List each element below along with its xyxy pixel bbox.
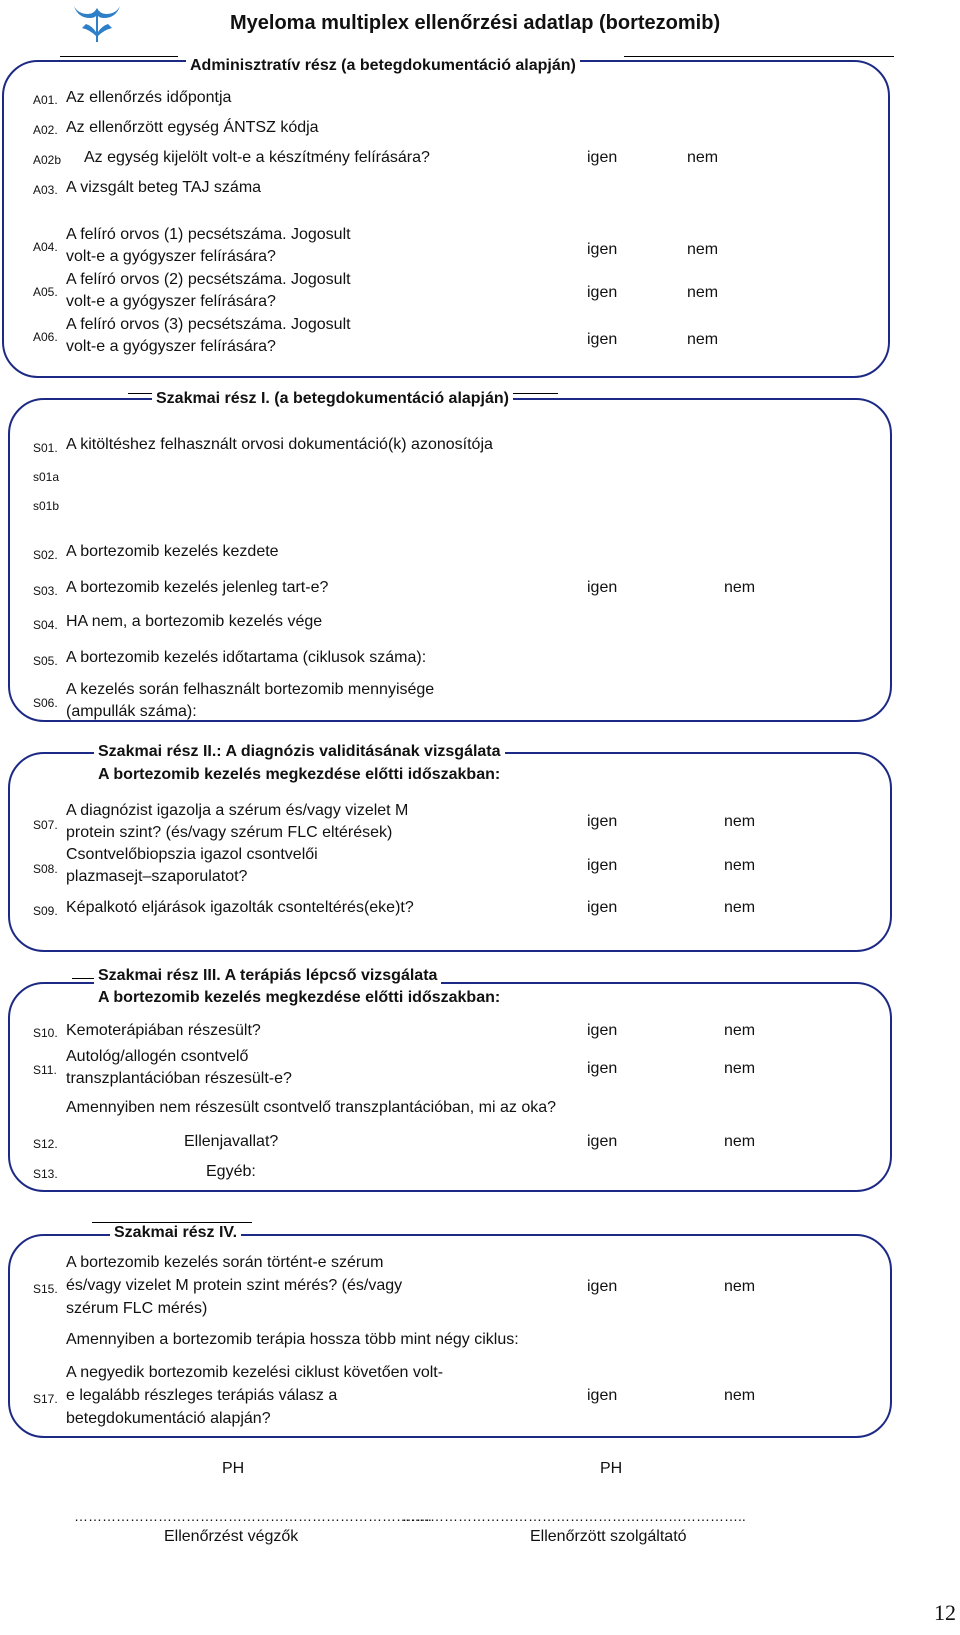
row-code: S04. (33, 618, 58, 632)
row-label: A bortezomib kezelés során történt-e szérum (66, 1254, 384, 1271)
row-label: betegdokumentáció alapján? (66, 1410, 271, 1427)
row-code: s01a (33, 470, 60, 484)
row-label: A bortezomib kezelés jelenleg tart-e? (66, 579, 329, 596)
row-code: s01b (33, 499, 60, 513)
row-label: Ellenjavallat? (184, 1133, 279, 1150)
row-code: S02. (33, 548, 58, 562)
row-code: S13. (33, 1167, 58, 1181)
logo-icon (72, 2, 122, 46)
row-code: A04. (33, 240, 58, 254)
row-label: A kitöltéshez felhasznált orvosi dokumentáció(k) azonosítója (66, 436, 493, 453)
row-code: S10. (33, 1026, 58, 1040)
row-label: e legalább részleges terápiás válasz a (66, 1387, 338, 1404)
row-label: A bortezomib kezelés kezdete (66, 543, 279, 560)
row-code: S08. (33, 862, 58, 876)
row-code: A05. (33, 285, 58, 299)
row-label: Az ellenőrzés időpontja (66, 89, 232, 106)
yes-option[interactable]: igen (587, 1387, 618, 1404)
no-option[interactable]: nem (687, 149, 719, 166)
row-label: Csontvelőbiopszia igazol csontvelői (66, 846, 318, 863)
row-label: A kezelés során felhasznált bortezomib mennyisége (66, 681, 435, 698)
stamp-label-left: PH (222, 1460, 245, 1477)
s2-section-heading: Szakmai rész II.: A diagnózis validitásának vizsgálata (94, 743, 505, 761)
s4-section-heading: Szakmai rész IV. (110, 1224, 241, 1242)
row-code: A01. (33, 93, 58, 107)
s3-section-subheading: A bortezomib kezelés megkezdése előtti időszakban: (94, 989, 504, 1007)
yes-option[interactable]: igen (587, 579, 618, 596)
row-label: (ampullák száma): (66, 703, 197, 720)
row-label: HA nem, a bortezomib kezelés vége (66, 613, 323, 630)
row-code: A03. (33, 183, 58, 197)
row-label: Képalkotó eljárások igazolták csonteltérés(eke)t? (66, 899, 414, 916)
yes-option[interactable]: igen (587, 284, 618, 301)
no-option[interactable]: nem (724, 1133, 756, 1150)
row-label: Az ellenőrzött egység ÁNTSZ kódja (66, 119, 319, 136)
signature-label-left: Ellenőrzést végzők (164, 1528, 299, 1545)
yes-option[interactable]: igen (587, 241, 618, 258)
yes-option[interactable]: igen (587, 1022, 618, 1039)
row-label: A diagnózist igazolja a szérum és/vagy vizelet M (66, 802, 409, 819)
row-label: Autológ/allogén csontvelő (66, 1048, 249, 1065)
row-label: plazmasejt–szaporulatot? (66, 868, 248, 885)
row-label: A vizsgált beteg TAJ száma (66, 179, 262, 196)
row-label: Az egység kijelölt volt-e a készítmény felírására? (84, 149, 430, 166)
row-code: A02. (33, 123, 58, 137)
stamp-label-right: PH (600, 1460, 623, 1477)
no-option[interactable]: nem (724, 899, 756, 916)
row-label: transzplantációban részesült-e? (66, 1070, 292, 1087)
row-code: S15. (33, 1282, 58, 1296)
no-option[interactable]: nem (687, 284, 719, 301)
row-code: A06. (33, 330, 58, 344)
s1-section-heading: Szakmai rész I. (a betegdokumentáció alapján) (152, 390, 513, 408)
admin-section-heading: Adminisztratív rész (a betegdokumentáció alapján) (186, 57, 580, 75)
row-label: A felíró orvos (1) pecsétszáma. Jogosult (66, 226, 351, 243)
row-label: A felíró orvos (2) pecsétszáma. Jogosult (66, 271, 351, 288)
row-code: S12. (33, 1137, 58, 1151)
row-label: protein szint? (és/vagy szérum FLC eltérések) (66, 824, 393, 841)
yes-option[interactable]: igen (587, 899, 618, 916)
row-code: S17. (33, 1392, 58, 1406)
row-label: volt-e a gyógyszer felírására? (66, 293, 276, 310)
row-code: S01. (33, 441, 58, 455)
no-option[interactable]: nem (724, 1278, 756, 1295)
s2-section-subheading: A bortezomib kezelés megkezdése előtti időszakban: (94, 766, 504, 784)
no-option[interactable]: nem (724, 1022, 756, 1039)
row-label: szérum FLC mérés) (66, 1300, 208, 1317)
page-title: Myeloma multiplex ellenőrzési adatlap (bortezomib) (230, 12, 721, 34)
no-option[interactable]: nem (724, 857, 756, 874)
yes-option[interactable]: igen (587, 857, 618, 874)
row-label: Amennyiben a bortezomib terápia hossza több mint négy ciklus: (66, 1331, 519, 1348)
no-option[interactable]: nem (687, 331, 719, 348)
no-option[interactable]: nem (724, 813, 756, 830)
page-number: 12 (934, 1600, 956, 1625)
row-label: A negyedik bortezomib kezelési ciklust követően volt- (66, 1364, 444, 1381)
no-option[interactable]: nem (724, 1060, 756, 1077)
signature-line-left: ………………………………………………………………….. (74, 1508, 432, 1524)
row-code: S06. (33, 696, 58, 710)
no-option[interactable]: nem (687, 241, 719, 258)
yes-option[interactable]: igen (587, 149, 618, 166)
yes-option[interactable]: igen (587, 1060, 618, 1077)
row-code: S09. (33, 904, 58, 918)
row-label: volt-e a gyógyszer felírására? (66, 248, 276, 265)
divider (92, 1222, 252, 1223)
divider (624, 56, 894, 57)
yes-option[interactable]: igen (587, 1133, 618, 1150)
row-code: A02b (33, 153, 62, 167)
row-code: S03. (33, 584, 58, 598)
yes-option[interactable]: igen (587, 1278, 618, 1295)
row-label: A bortezomib kezelés időtartama (ciklusok száma): (66, 649, 427, 666)
row-label: A felíró orvos (3) pecsétszáma. Jogosult (66, 316, 351, 333)
row-code: S11. (33, 1063, 57, 1077)
no-option[interactable]: nem (724, 1387, 756, 1404)
yes-option[interactable]: igen (587, 331, 618, 348)
signature-label-right: Ellenőrzött szolgáltató (530, 1528, 687, 1545)
row-label: Amennyiben nem részesült csontvelő transzplantációban, mi az oka? (66, 1099, 557, 1116)
row-code: S07. (33, 818, 58, 832)
divider (60, 56, 178, 57)
signature-line-right: ……………………………………………………………….. (402, 1508, 746, 1524)
s3-section-heading: Szakmai rész III. A terápiás lépcső vizsgálata (94, 967, 441, 985)
row-label: és/vagy vizelet M protein szint mérés? (és/vagy (66, 1277, 403, 1294)
yes-option[interactable]: igen (587, 813, 618, 830)
row-code: S05. (33, 654, 58, 668)
row-label: Egyéb: (206, 1163, 256, 1180)
no-option[interactable]: nem (724, 579, 756, 596)
row-label: volt-e a gyógyszer felírására? (66, 338, 276, 355)
row-label: Kemoterápiában részesült? (66, 1022, 261, 1039)
